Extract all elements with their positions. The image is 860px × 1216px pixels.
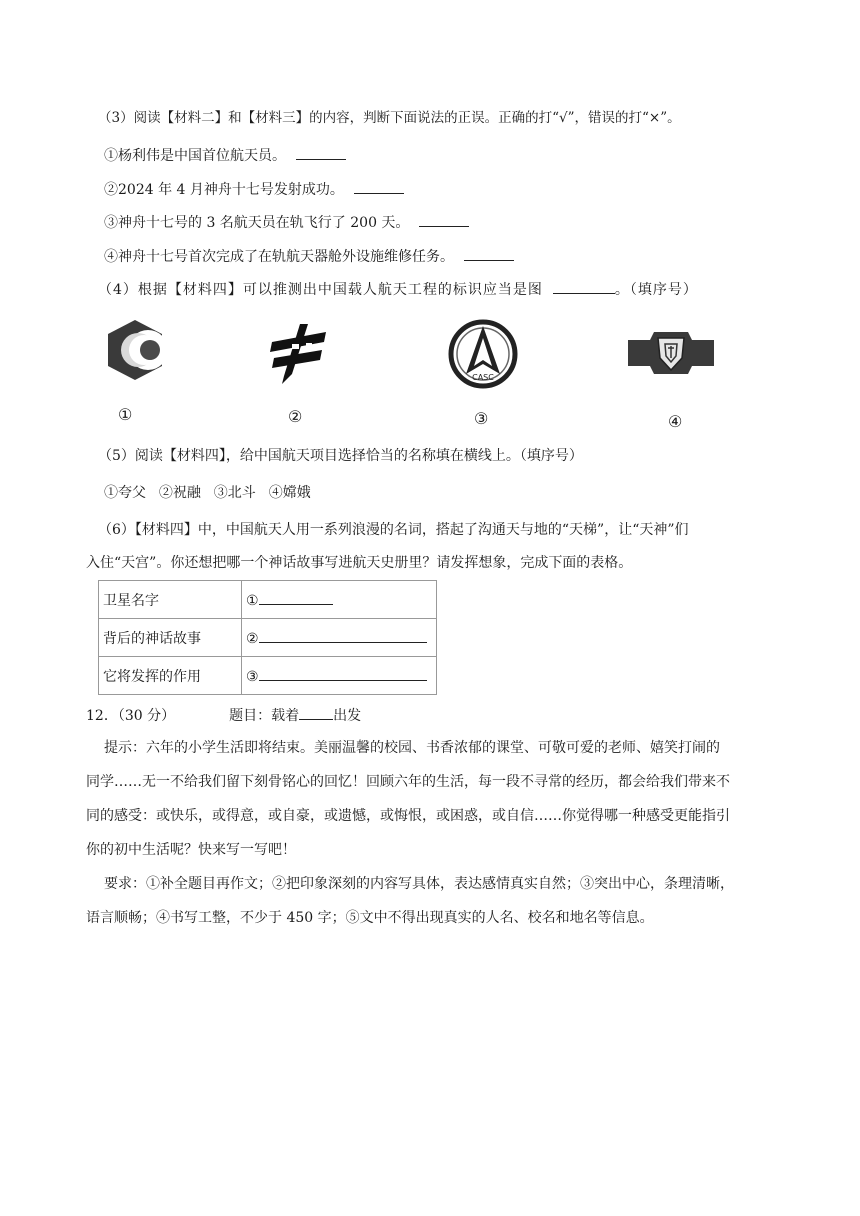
q3-item-2: ②2024 年 4 月神舟十七号发射成功。 xyxy=(104,179,404,200)
table-answer-cell[interactable]: ② xyxy=(242,619,437,657)
logo-option-4-icon xyxy=(624,328,718,378)
table-label: 卫星名字 xyxy=(99,581,242,619)
table-row xyxy=(99,657,437,695)
answer-blank[interactable] xyxy=(553,279,615,294)
q12-header xyxy=(86,705,361,726)
q12-req-line-1: 要求：①补全题目再作文；②把印象深刻的内容写具体，表达感情真实自然；③突出中心，条理清晰， xyxy=(104,876,734,892)
q3-item-3: ③神舟十七号的 3 名航天员在轨飞行了 200 天。 xyxy=(104,212,469,233)
q5-choices: ①夸父 ②祝融 ③北斗 ④嫦娥 xyxy=(104,485,311,501)
q5-stem: （5）阅读【材料四】，给中国航天项目选择恰当的名称填在横线上。（填序号） xyxy=(98,448,583,464)
q3-item-4: ④神舟十七号首次完成了在轨航天器舱外设施维修任务。 xyxy=(104,246,514,267)
q12-title-prefix: 题目：载着 xyxy=(229,708,300,724)
answer-blank[interactable] xyxy=(419,212,469,227)
logo-option-2-label: ② xyxy=(288,407,303,426)
table-answer-cell[interactable]: ③ xyxy=(242,657,437,695)
q6-table xyxy=(98,580,437,695)
q12-req-line-2: 语言顺畅；④书写工整，不少于 450 字；⑤文中不得出现真实的人名、校名和地名等信息。 xyxy=(86,910,654,926)
answer-blank[interactable] xyxy=(296,145,346,160)
table-answer-cell[interactable]: ① xyxy=(242,581,437,619)
q12-hint-line-2: 同学……无一不给我们留下刻骨铭心的回忆！回顾六年的生活，每一段不寻常的经历，都会给我们带来不 xyxy=(86,774,730,790)
logo-option-3-icon xyxy=(448,318,518,390)
logo-3-text: CASC xyxy=(472,373,494,382)
logo-option-1-icon xyxy=(104,318,166,382)
answer-blank[interactable] xyxy=(354,179,404,194)
q6-line-1: （6）【材料四】中，中国航天人用一系列浪漫的名词，搭起了沟通天与地的“天梯”，让“天神”们 xyxy=(98,522,689,538)
q4-stem: （4）根据【材料四】可以推测出中国载人航天工程的标识应当是图 。（填序号） xyxy=(98,279,698,300)
table-label: 它将发挥的作用 xyxy=(99,657,242,695)
q6-line-2: 入住“天宫”。你还想把哪一个神话故事写进航天史册里？请发挥想象，完成下面的表格。 xyxy=(86,555,633,571)
table-row xyxy=(99,581,437,619)
logo-option-3-label: ③ xyxy=(474,409,489,428)
q3-stem: （3）阅读【材料二】和【材料三】的内容，判断下面说法的正误。正确的打“√”，错误的打“×”。 xyxy=(98,110,681,126)
title-blank[interactable] xyxy=(299,705,333,720)
q12-hint-line-3: 同的感受：或快乐，或得意，或自豪，或遗憾，或悔恨，或困惑，或自信……你觉得哪一种感受更能指引 xyxy=(86,808,730,824)
q12-number: 12．（30 分） xyxy=(86,708,176,724)
logo-option-4-label: ④ xyxy=(668,412,683,431)
q3-item-1: ①杨利伟是中国首位航天员。 xyxy=(104,145,346,166)
table-row xyxy=(99,619,437,657)
answer-blank[interactable] xyxy=(464,246,514,261)
table-label: 背后的神话故事 xyxy=(99,619,242,657)
logo-option-1-label: ① xyxy=(118,405,133,424)
q12-hint-line-1: 提示：六年的小学生活即将结束。美丽温馨的校园、书香浓郁的课堂、可敬可爱的老师、嬉笑打闹的 xyxy=(104,740,720,756)
q12-title-suffix: 出发 xyxy=(333,708,362,724)
q12-hint-line-4: 你的初中生活呢？快来写一写吧！ xyxy=(86,842,296,858)
logo-option-2-icon xyxy=(262,320,336,388)
